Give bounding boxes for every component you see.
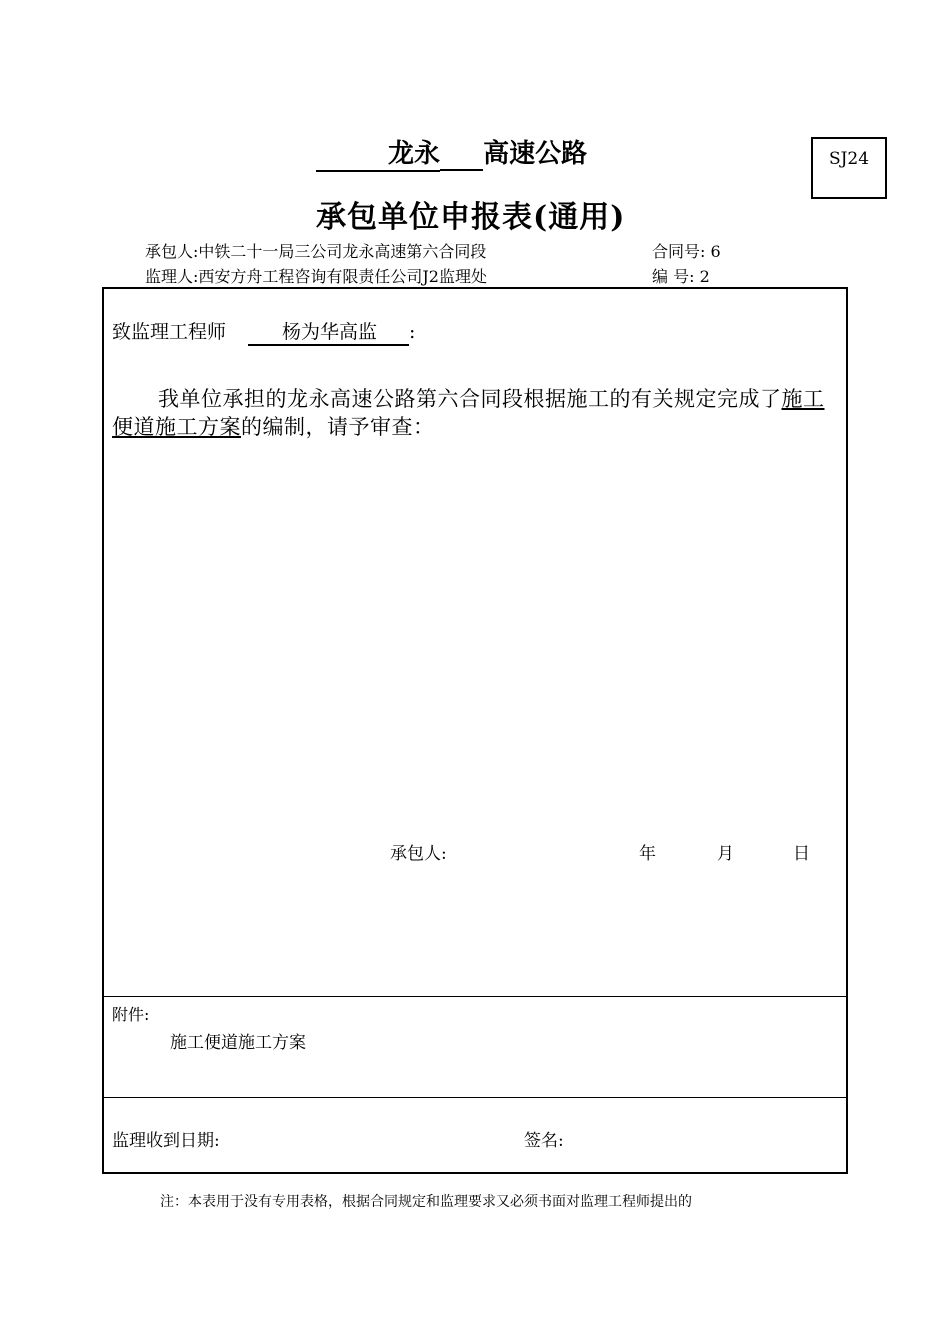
supervisor-line: 监理人:西安方舟工程咨询有限责任公司J2监理处 — [145, 267, 487, 286]
project-name: 龙永 — [388, 139, 441, 169]
body-document-title: 施工便道施工方案 — [112, 387, 825, 439]
project-name-underline — [316, 133, 440, 172]
attachment-item: 施工便道施工方案 — [170, 1033, 306, 1053]
serial-number: 编 号: 2 — [652, 267, 710, 286]
signature-label: 签名: — [524, 1131, 564, 1151]
addressee-name: 杨为华高监 — [248, 317, 409, 346]
footer-note: 注：本表用于没有专用表格，根据合同规定和监理要求又必须书面对监理工程师提出的 — [160, 1194, 692, 1210]
application-body — [112, 385, 842, 441]
body-suffix: 的编制，请予审查： — [241, 415, 435, 439]
body-prefix: 我单位承担的龙永高速公路第六合同段根据施工的有关规定完成了 — [158, 387, 782, 411]
addressee-prefix: 致监理工程师 — [112, 321, 227, 343]
addressee-suffix: : — [409, 321, 416, 343]
form-title: 承包单位申报表(通用) — [316, 200, 626, 235]
date-month-label: 月 — [717, 844, 734, 864]
addressee-line — [112, 317, 415, 346]
form-code: SJ24 — [828, 149, 870, 169]
contractor-signature-label: 承包人: — [390, 844, 447, 864]
attachment-label: 附件: — [112, 1005, 150, 1024]
form-main-section — [104, 289, 846, 997]
form-attachment-section — [104, 997, 846, 1098]
project-title — [316, 133, 587, 172]
application-form — [102, 287, 848, 1174]
form-receipt-section — [104, 1098, 846, 1174]
date-year-label: 年 — [639, 844, 656, 864]
received-date-label: 监理收到日期: — [112, 1131, 220, 1151]
contractor-line: 承包人:中铁二十一局三公司龙永高速第六合同段 — [145, 242, 487, 261]
contract-number: 合同号: 6 — [652, 242, 721, 261]
project-suffix: 高速公路 — [483, 139, 588, 169]
form-code-box — [811, 137, 887, 199]
project-name-trailing-blank — [440, 139, 483, 171]
date-day-label: 日 — [793, 844, 810, 864]
